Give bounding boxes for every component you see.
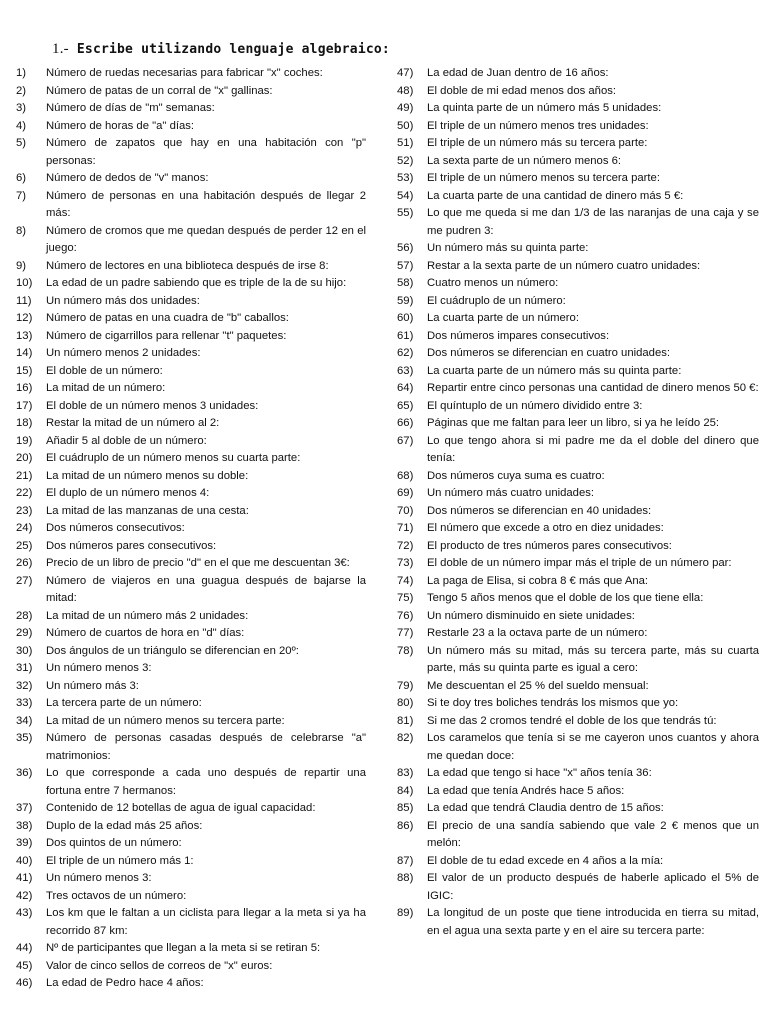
exercise-item-number: 59): [397, 294, 414, 307]
exercise-item-number: 39): [16, 837, 33, 849]
exercise-item-number: 1): [16, 67, 27, 79]
exercise-item: [16, 800, 366, 818]
exercise-item-text: Repartir entre cinco personas una cantidad de dinero menos 50 €:: [427, 382, 759, 394]
exercise-item-number: 33): [16, 697, 33, 709]
exercise-item-number: 61): [397, 329, 414, 342]
exercise-item-number: 67): [397, 434, 414, 447]
exercise-item: [16, 328, 366, 346]
exercise-item: [397, 573, 759, 591]
exercise-item-text: Restar la mitad de un número al 2:: [46, 417, 220, 429]
exercise-item-number: 51): [397, 137, 414, 149]
exercise-item-text: El doble de un número impar más el triple de un número par:: [427, 557, 732, 569]
exercise-item: [16, 660, 366, 678]
exercise-item-number: 8): [16, 224, 27, 237]
exercise-item-text: La cuarta parte de un número más su quinta parte:: [427, 364, 682, 377]
exercise-item-text: Número de cuartos de hora en "d" días:: [46, 627, 245, 639]
exercise-item-number: 10): [16, 277, 33, 289]
exercise-item-text: La longitud de un poste que tiene introducida en tierra su mitad, en el agua una sexta parte y en el aire su tercera parte:: [427, 907, 759, 937]
exercise-item: [397, 240, 759, 258]
exercise-item: [16, 65, 366, 83]
exercise-item: [16, 625, 366, 643]
exercise-item-text: Me descuentan el 25 % del sueldo mensual:: [427, 679, 649, 692]
exercise-item-text: Los km que le faltan a un ciclista para llegar a la meta si ya ha recorrido 87 km:: [46, 907, 366, 937]
exercise-item: [16, 905, 366, 940]
exercise-item: [397, 678, 759, 696]
exercise-item-number: 17): [16, 399, 33, 412]
exercise-item: [397, 345, 759, 363]
exercise-item-text: El quíntuplo de un número dividido entre 3:: [427, 399, 643, 412]
exercise-item: [16, 503, 366, 521]
exercise-item: [16, 188, 366, 223]
exercise-item-text: El producto de tres números pares consecutivos:: [427, 539, 672, 552]
exercise-item-text: La edad de Juan dentro de 16 años:: [427, 67, 609, 79]
exercise-item-number: 77): [397, 627, 414, 639]
exercise-item: [16, 100, 366, 118]
exercise-item: [397, 398, 759, 416]
exercise-item-number: 18): [16, 417, 33, 429]
exercise-item-number: 84): [397, 784, 414, 797]
exercise-item-text: Dos números cuya suma es cuatro:: [427, 469, 605, 482]
exercise-item-text: El doble de un número:: [46, 364, 163, 377]
exercise-item-text: Un número más su mitad, más su tercera parte, más su cuarta parte, más su quinta parte es igual a cero:: [427, 644, 759, 674]
exercise-item: [16, 573, 366, 608]
exercise-item-text: Dos números se diferencian en 40 unidades:: [427, 504, 652, 517]
exercise-item-number: 57): [397, 259, 414, 272]
exercise-item: [16, 398, 366, 416]
exercise-item: [16, 468, 366, 486]
exercise-item: [397, 590, 759, 608]
exercise-item-text: El cuádruplo de un número:: [427, 294, 566, 307]
exercise-item-text: Si me das 2 cromos tendré el doble de los que tendrás tú:: [427, 714, 717, 727]
exercise-item: [16, 713, 366, 731]
exercise-item: [16, 485, 366, 503]
exercise-item-text: Restar a la sexta parte de un número cuatro unidades:: [427, 259, 701, 272]
exercise-item-number: 75): [397, 592, 414, 604]
exercise-item-number: 66): [397, 417, 414, 429]
exercise-title: Escribe utilizando lenguaje algebraico:: [76, 42, 390, 57]
exercise-item-text: La mitad de un número más 2 unidades:: [46, 609, 249, 622]
exercise-item-text: Tres octavos de un número:: [46, 889, 187, 902]
exercise-item-number: 26): [16, 557, 33, 569]
exercise-item-number: 11): [16, 294, 32, 307]
exercise-item: [16, 958, 366, 976]
exercise-item-number: 47): [397, 67, 414, 79]
exercise-item: [397, 135, 759, 153]
exercise-item: [16, 433, 366, 451]
exercise-item-number: 32): [16, 679, 33, 692]
exercise-item-number: 76): [397, 609, 414, 622]
exercise-item: [397, 905, 759, 940]
exercise-item-number: 68): [397, 469, 414, 482]
exercise-item-text: El duplo de un número menos 4:: [46, 487, 210, 499]
exercise-item: [397, 555, 759, 573]
exercise-item-number: 82): [397, 732, 414, 744]
exercise-item-number: 43): [16, 907, 33, 919]
exercise-item-number: 22): [16, 487, 33, 499]
exercise-item: [397, 818, 759, 853]
exercise-item-number: 44): [16, 942, 33, 954]
exercise-item-text: Lo que corresponde a cada uno después de repartir una fortuna entre 7 hermanos:: [46, 767, 366, 797]
exercise-item-number: 42): [16, 889, 33, 902]
exercise-item-text: El doble de un número menos 3 unidades:: [46, 399, 259, 412]
exercise-item: [397, 520, 759, 538]
exercise-item: [397, 783, 759, 801]
exercise-item-text: Número de horas de "a" días:: [46, 119, 195, 132]
exercise-item-text: Contenido de 12 botellas de agua de igual capacidad:: [46, 802, 316, 814]
exercise-item-text: El triple de un número más 1:: [46, 854, 194, 867]
exercise-item: [397, 433, 759, 468]
exercise-item-text: Un número menos 3:: [46, 872, 152, 884]
exercise-item-number: 34): [16, 714, 33, 727]
exercise-item-text: Número de lectores en una biblioteca después de irse 8:: [46, 259, 329, 272]
exercise-item-text: La cuarta parte de una cantidad de dinero más 5 €:: [427, 189, 684, 202]
exercise-item-number: 89): [397, 907, 414, 919]
exercise-item-text: Número de patas en una cuadra de "b" caballos:: [46, 312, 289, 324]
exercise-item-text: La mitad de un número:: [46, 382, 166, 394]
exercise-item-number: 21): [16, 469, 33, 482]
exercise-item: [397, 870, 759, 905]
exercise-item-text: La tercera parte de un número:: [46, 697, 202, 709]
exercise-item: [16, 83, 366, 101]
exercise-item-text: Precio de un libro de precio "d" en el que me descuentan 3€:: [46, 557, 350, 569]
exercise-item-number: 53): [397, 172, 414, 184]
exercise-item: [16, 135, 366, 170]
exercise-item-text: Cuatro menos un número:: [427, 277, 559, 289]
exercise-item: [16, 380, 366, 398]
exercise-item-text: El valor de un producto después de haberle aplicado el 5% de IGIC:: [427, 872, 759, 902]
exercise-item-number: 5): [16, 137, 27, 149]
exercise-item: [397, 328, 759, 346]
exercise-item: [397, 800, 759, 818]
exercise-item-number: 2): [16, 84, 27, 97]
exercise-heading: [52, 41, 390, 58]
exercise-item-text: El número que excede a otro en diez unidades:: [427, 522, 664, 534]
exercise-item-text: La paga de Elisa, si cobra 8 € más que Ana:: [427, 574, 649, 587]
exercise-item: [16, 818, 366, 836]
exercise-item-number: 69): [397, 487, 414, 499]
exercise-item: [16, 678, 366, 696]
exercise-item: [16, 643, 366, 661]
exercise-item-number: 15): [16, 364, 33, 377]
exercise-item-number: 81): [397, 714, 414, 727]
exercise-item-number: 86): [397, 819, 414, 832]
exercise-item-text: La edad que tengo si hace "x" años tenía 36:: [427, 767, 652, 779]
exercise-item: [16, 520, 366, 538]
exercise-item-text: El triple de un número menos tres unidades:: [427, 119, 649, 132]
exercise-item-text: Dos números pares consecutivos:: [46, 539, 217, 552]
exercise-item: [397, 538, 759, 556]
exercise-item-number: 9): [16, 259, 27, 272]
exercise-item-number: 85): [397, 802, 414, 814]
exercise-list-right: [397, 65, 759, 940]
exercise-item-text: Restarle 23 a la octava parte de un número:: [427, 627, 648, 639]
exercise-item-number: 48): [397, 84, 414, 97]
exercise-item: [397, 65, 759, 83]
exercise-item: [16, 275, 366, 293]
exercise-item-number: 7): [16, 189, 27, 202]
exercise-item: [16, 870, 366, 888]
exercise-item-text: El doble de tu edad excede en 4 años a la mía:: [427, 854, 664, 867]
exercise-item: [397, 170, 759, 188]
exercise-item: [16, 293, 366, 311]
exercise-item-number: 45): [16, 959, 33, 972]
exercise-item-number: 12): [16, 312, 33, 324]
exercise-item-text: Número de zapatos que hay en una habitación con "p" personas:: [46, 137, 366, 167]
exercise-item-number: 4): [16, 119, 27, 132]
exercise-item: [16, 765, 366, 800]
exercise-item: [397, 205, 759, 240]
exercise-item-text: Valor de cinco sellos de correos de "x" euros:: [46, 959, 273, 972]
exercise-item: [16, 975, 366, 993]
exercise-item-text: La edad de Pedro hace 4 años:: [46, 977, 204, 989]
exercise-item-number: 28): [16, 609, 33, 622]
exercise-item-text: Número de dedos de "v" manos:: [46, 172, 209, 184]
exercise-item-number: 87): [397, 854, 414, 867]
exercise-item-text: Dos quintos de un número:: [46, 837, 182, 849]
exercise-item: [16, 835, 366, 853]
exercise-item-number: 65): [397, 399, 414, 412]
exercise-item-text: La edad que tenía Andrés hace 5 años:: [427, 784, 625, 797]
exercise-item-number: 52): [397, 154, 414, 167]
exercise-item-text: Número de personas en una habitación después de llegar 2 más:: [46, 189, 366, 219]
exercise-item-number: 73): [397, 557, 414, 569]
exercise-item-text: Número de personas casadas después de celebrarse "a" matrimonios:: [46, 732, 366, 762]
exercise-item: [16, 608, 366, 626]
exercise-item-number: 38): [16, 819, 33, 832]
exercise-item: [397, 293, 759, 311]
exercise-item-text: Número de viajeros en una guagua después de bajarse la mitad:: [46, 574, 366, 604]
exercise-item: [16, 415, 366, 433]
exercise-item-text: Páginas que me faltan para leer un libro, si ya he leído 25:: [427, 417, 720, 429]
exercise-item-number: 49): [397, 102, 414, 114]
exercise-item-number: 72): [397, 539, 414, 552]
exercise-item-text: La edad de un padre sabiendo que es triple de la de su hijo:: [46, 277, 347, 289]
exercise-item: [16, 538, 366, 556]
exercise-item-number: 14): [16, 347, 33, 359]
exercise-item: [16, 730, 366, 765]
exercise-item-text: Número de cigarrillos para rellenar "t" paquetes:: [46, 329, 287, 342]
exercise-item-number: 30): [16, 644, 33, 657]
exercise-item: [16, 555, 366, 573]
exercise-item: [397, 503, 759, 521]
exercise-item-text: El cuádruplo de un número menos su cuarta parte:: [46, 452, 301, 464]
exercise-item-text: El triple de un número menos su tercera parte:: [427, 172, 660, 184]
exercise-item-number: 3): [16, 102, 27, 114]
exercise-item-number: 74): [397, 574, 414, 587]
exercise-item: [16, 888, 366, 906]
exercise-item-number: 55): [397, 207, 414, 219]
exercise-item: [16, 695, 366, 713]
exercise-item-number: 58): [397, 277, 414, 289]
exercise-item-number: 29): [16, 627, 33, 639]
exercise-item-text: Lo que me queda si me dan 1/3 de las naranjas de una caja y se me pudren 3:: [427, 207, 759, 237]
exercise-item-text: Número de ruedas necesarias para fabricar "x" coches:: [46, 67, 323, 79]
exercise-item-text: Un número más 3:: [46, 679, 139, 692]
exercise-item-text: Número de días de "m" semanas:: [46, 102, 215, 114]
exercise-item: [397, 730, 759, 765]
exercise-item: [16, 118, 366, 136]
exercise-item: [16, 363, 366, 381]
exercise-item-number: 56): [397, 242, 414, 254]
exercise-number: 1.-: [52, 41, 69, 57]
exercise-item-text: Si te doy tres boliches tendrás los mismos que yo:: [427, 697, 679, 709]
exercise-item-number: 60): [397, 312, 414, 324]
exercise-item-text: Dos números consecutivos:: [46, 522, 185, 534]
exercise-item: [397, 310, 759, 328]
exercise-item-text: La quinta parte de un número más 5 unidades:: [427, 102, 662, 114]
exercise-item-number: 83): [397, 767, 414, 779]
exercise-item-number: 62): [397, 347, 414, 359]
exercise-item: [397, 643, 759, 678]
exercise-item: [397, 853, 759, 871]
exercise-item-text: Dos ángulos de un triángulo se diferencian en 20º:: [46, 644, 299, 657]
exercise-item: [397, 83, 759, 101]
exercise-item: [397, 118, 759, 136]
exercise-item-number: 78): [397, 644, 414, 657]
exercise-item-text: Añadir 5 al doble de un número:: [46, 434, 207, 447]
exercise-item-number: 50): [397, 119, 414, 132]
exercise-item-number: 16): [16, 382, 33, 394]
exercise-item-text: Un número más dos unidades:: [46, 294, 200, 307]
exercise-item-text: La sexta parte de un número menos 6:: [427, 154, 622, 167]
exercise-item-number: 54): [397, 189, 414, 202]
exercise-item-number: 71): [397, 522, 414, 534]
exercise-item-text: La cuarta parte de un número:: [427, 312, 579, 324]
exercise-item-number: 19): [16, 434, 33, 447]
exercise-item-number: 41): [16, 872, 33, 884]
exercise-item-text: Tengo 5 años menos que el doble de los que tiene ella:: [427, 592, 704, 604]
exercise-item-number: 27): [16, 574, 33, 587]
exercise-item-number: 88): [397, 872, 414, 884]
exercise-list-left: [16, 65, 366, 993]
exercise-item-text: El doble de mi edad menos dos años:: [427, 84, 617, 97]
exercise-item-text: Los caramelos que tenía si se me cayeron unos cuantos y ahora me quedan doce:: [427, 732, 759, 762]
exercise-item: [397, 415, 759, 433]
exercise-item-number: 79): [397, 679, 414, 692]
exercise-item: [16, 345, 366, 363]
exercise-item-text: La mitad de un número menos su tercera parte:: [46, 714, 285, 727]
exercise-item-number: 23): [16, 504, 33, 517]
exercise-item: [16, 310, 366, 328]
exercise-item-number: 13): [16, 329, 33, 342]
exercise-item: [16, 170, 366, 188]
exercise-item-number: 31): [16, 662, 33, 674]
exercise-item: [397, 608, 759, 626]
exercise-item-number: 24): [16, 522, 33, 534]
exercise-item: [397, 153, 759, 171]
exercise-item-text: Número de cromos que me quedan después de perder 12 en el juego:: [46, 224, 366, 254]
exercise-item: [397, 258, 759, 276]
exercise-item-text: Dos números se diferencian en cuatro unidades:: [427, 347, 671, 359]
exercise-item-text: La edad que tendrá Claudia dentro de 15 años:: [427, 802, 664, 814]
exercise-item-text: La mitad de un número menos su doble:: [46, 469, 249, 482]
exercise-item: [397, 485, 759, 503]
exercise-item-number: 63): [397, 364, 414, 377]
exercise-item-text: Número de patas de un corral de "x" gallinas:: [46, 84, 273, 97]
exercise-item-number: 25): [16, 539, 33, 552]
exercise-item-number: 70): [397, 504, 414, 517]
exercise-item: [397, 625, 759, 643]
exercise-item-number: 37): [16, 802, 33, 814]
exercise-item: [16, 450, 366, 468]
exercise-item: [397, 100, 759, 118]
exercise-item-number: 6): [16, 172, 27, 184]
exercise-item: [16, 853, 366, 871]
exercise-item-number: 40): [16, 854, 33, 867]
exercise-item-text: El triple de un número más su tercera parte:: [427, 137, 648, 149]
exercise-item-text: Un número más cuatro unidades:: [427, 487, 595, 499]
exercise-item-number: 46): [16, 977, 33, 989]
exercise-item-number: 64): [397, 382, 414, 394]
exercise-item-text: Lo que tengo ahora si mi padre me da el doble del dinero que tenía:: [427, 434, 759, 464]
exercise-item: [397, 363, 759, 381]
exercise-item: [397, 468, 759, 486]
exercise-item-text: Dos números impares consecutivos:: [427, 329, 610, 342]
exercise-item: [397, 188, 759, 206]
exercise-item-text: La mitad de las manzanas de una cesta:: [46, 504, 249, 517]
exercise-item: [397, 713, 759, 731]
exercise-item: [397, 695, 759, 713]
exercise-item: [397, 765, 759, 783]
exercise-item: [16, 258, 366, 276]
exercise-item-text: Un número disminuido en siete unidades:: [427, 609, 635, 622]
exercise-item-number: 36): [16, 767, 33, 779]
exercise-item-number: 35): [16, 732, 33, 744]
exercise-item-number: 80): [397, 697, 414, 709]
exercise-item-text: El precio de una sandía sabiendo que vale 2 € menos que un melón:: [427, 819, 759, 849]
exercise-item-text: Un número menos 3:: [46, 662, 152, 674]
exercise-item: [16, 940, 366, 958]
exercise-item: [16, 223, 366, 258]
exercise-item-text: Un número más su quinta parte:: [427, 242, 589, 254]
exercise-item-number: 20): [16, 452, 33, 464]
exercise-item: [397, 275, 759, 293]
exercise-item-text: Nº de participantes que llegan a la meta si se retiran 5:: [46, 942, 321, 954]
exercise-item: [397, 380, 759, 398]
exercise-item-text: Un número menos 2 unidades:: [46, 347, 201, 359]
exercise-item-text: Duplo de la edad más 25 años:: [46, 819, 203, 832]
